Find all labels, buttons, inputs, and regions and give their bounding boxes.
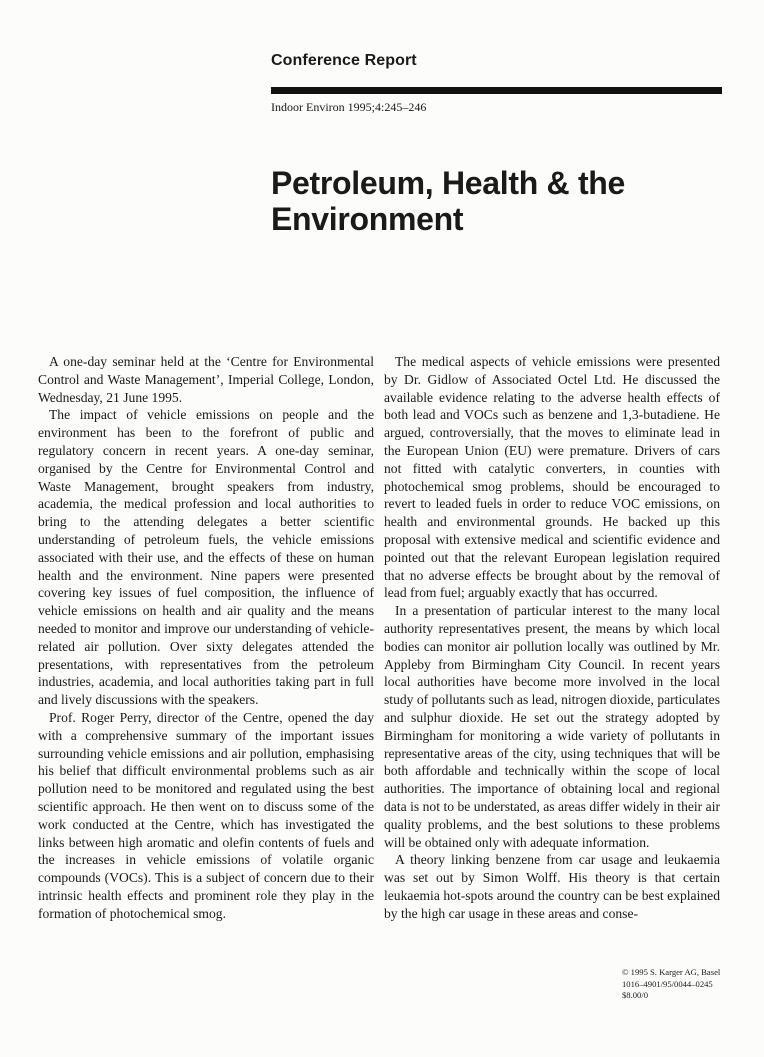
publisher-footer <box>622 967 720 1002</box>
header-rule <box>271 87 722 94</box>
section-label: Conference Report <box>271 52 417 69</box>
paragraph: Prof. Roger Perry, director of the Centre, opened the day with a comprehensive summary of the important issues surrounding vehicle emissions and air pollution, emphasising his belief that difficult environmental problems such as air pollution need to be monitored and regulated using the best scientific approach. He then went on to discuss some of the work conducted at the Centre, which has investigated the links between high aromatic and olefin contents of fuels and the increases in vehicle emissions of volatile organic compounds (VOCs). This is a subject of concern due to their intrinsic health effects and prominent role they play in the formation of photochemical smog. <box>38 709 374 921</box>
paragraph: The impact of vehicle emissions on people and the environment has been to the forefront of public and regulatory concern in recent years. A one-day seminar, organised by the Centre for Environmental Control and Waste Management, brought speakers from industry, academia, the medical profession and local authorities to bring to the attending delegates a better scientific understanding of petroleum fuels, the vehicle emissions associated with their use, and the effects of these on human health and the environment. Nine papers were presented covering key issues of fuel composition, the influence of vehicle emissions on health and air quality and the means needed to monitor and improve our understanding of vehicle-related air pollution. Over sixty delegates attended the presentations, with representatives from the petroleum industries, academia, and local authorities taking part in full and lively discussions with the speakers. <box>38 407 374 708</box>
copyright-notice: © 1995 S. Karger AG, Basel <box>622 967 721 977</box>
paragraph: A theory linking benzene from car usage and leukaemia was set out by Simon Wolff. His theory is that certain leukaemia hot-spots around the country can be best explained by the high car usage in these areas and conse- <box>384 852 720 921</box>
journal-citation: Indoor Environ 1995;4:245–246 <box>271 100 427 114</box>
left-column <box>38 353 374 923</box>
issn-code: 1016–4901/95/0044–0245 <box>622 978 713 989</box>
paragraph: The medical aspects of vehicle emissions were presented by Dr. Gidlow of Associated Octel Ltd. He discussed the available evidence relating to the adverse health effects of both lead and VOCs such as benzene and 1,3-butadiene. He argued, controversially, that the moves to eliminate lead in the European Union (EU) were premature. Drivers of cars not fitted with catalytic converters, in counties with photochemical smog problems, should be encouraged to revert to leaded fuels in order to reduce VOC emissions, on health and environmental grounds. He backed up this proposal with extensive medical and scientific evidence and pointed out that the relevant European legislation required that no adverse effects be brought about by the removal of lead from fuel; arguably exactly that has occurred. <box>384 354 720 601</box>
paragraph: In a presentation of particular interest to the many local authority representatives present, the means by which local bodies can monitor air pollution locally was outlined by Mr. Appleby from Birmingham City Council. In recent years local authorities have become more involved in the local study of pollutants such as lead, nitrogen dioxide, particulates and sulphur dioxide. He set out the strategy adopted by Birmingham for monitoring a wide variety of pollutants in representative areas of the city, using techniques that will be both affordable and technically within the scope of local authorities. The importance of obtaining local and regional data is not to be understated, as areas differ widely in their air quality problems, and the best solutions to these problems will be obtained only with adequate information. <box>384 603 720 850</box>
article-price: $8.00/0 <box>622 990 649 1000</box>
right-column <box>384 353 720 923</box>
paragraph: A one-day seminar held at the ‘Centre for Environmental Control and Waste Management’, Imperial College, London, Wednesday, 21 June 1995. <box>38 354 374 405</box>
article-title: Petroleum, Health & the Environment <box>271 165 626 237</box>
